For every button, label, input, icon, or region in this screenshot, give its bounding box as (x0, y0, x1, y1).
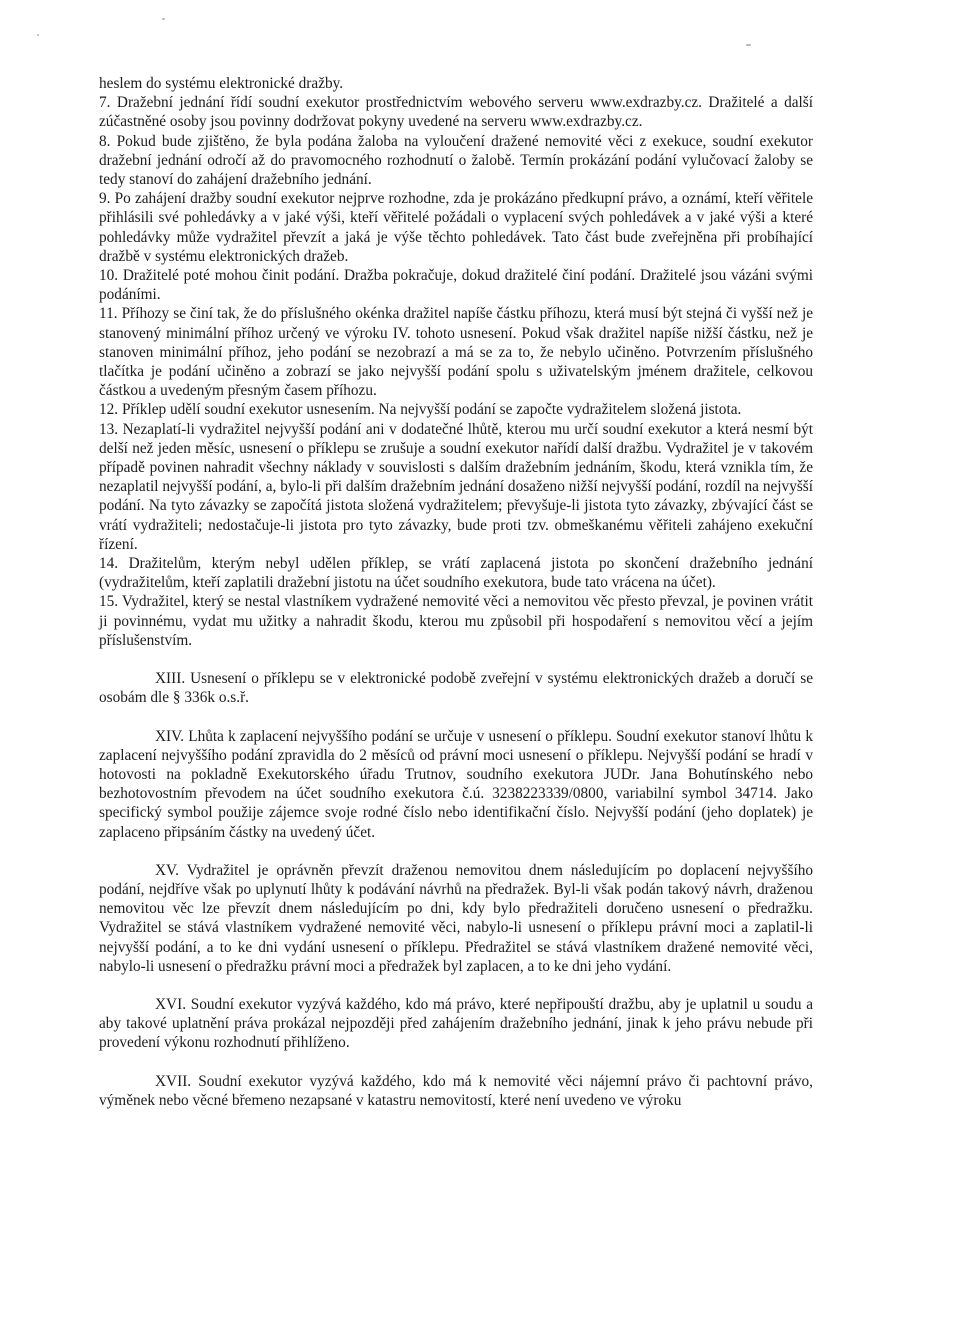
section-xvi: XVI. Soudní exekutor vyzývá každého, kdo má právo, které nepřipouští dražbu, aby je uplatnil u soudu a aby takové uplatnění práva prokázal nejpozději před zahájením dražebního jednání, jinak k jeho právu nebude při provedení výkonu rozhodnutí přihlíženo. (99, 995, 813, 1052)
section-xvii: XVII. Soudní exekutor vyzývá každého, kdo má k nemovité věci nájemní právo či pachtovní právo, výměnek nebo věcné břemeno nezapsané v katastru nemovitostí, které není uvedeno ve výroku (99, 1072, 813, 1109)
scan-speck (746, 44, 751, 46)
paragraph-item-15: 15. Vydražitel, který se nestal vlastníkem vydražené nemovité věci a nemovitou věc přesto převzal, je povinen vrátit ji povinnému, vydat mu užitky a nahradit škodu, kterou mu způsobil při hospodaření s nemovitou věcí a jejím příslušenstvím. (99, 593, 813, 649)
section-xiv: XIV. Lhůta k zaplacení nejvyššího podání se určuje v usnesení o příklepu. Soudní exekutor stanoví lhůtu k zaplacení nejvyššího podání zpravidla do 2 měsíců od právní moci usnesení o příklepu. Nejvyšší podání se hradí v hotovosti na pokladně Exekutorského úřadu Trutnov, soudního exekutora JUDr. Jana Bohutínského nebo bezhotovostním převodem na účet soudního exekutora č.ú. 3238223339/0800, variabilní symbol 34714. Jako specifický symbol použije zájemce svoje rodné číslo nebo identifikační číslo. Nejvyšší podání (jeho doplatek) je zaplaceno připsáním částky na uvedený účet. (99, 727, 813, 841)
section-xv: XV. Vydražitel je oprávněn převzít draženou nemovitou dnem následujícím po doplacení nejvyššího podání, nejdříve však po uplynutí lhůty k podávání návrhů na předražek. Byl-li však podán takový návrh, draženou nemovitou věc lze převzít dnem následujícím po dni, kdy bylo předražiteli doručeno usnesení o předražku. Vydražitel se stává vlastníkem vydražené nemovité věci, nabylo-li usnesení o příklepu právní moci a zaplatil-li nejvyšší podání, a to ke dni vydání usnesení o příklepu. Předražitel se stává vlastníkem dražené nemovité věci, nabylo-li usnesení o předražku právní moci a předražek byl zaplacen, a to ke dni jeho vydání. (99, 861, 813, 975)
section-xiii: XIII. Usnesení o příklepu se v elektronické podobě zveřejní v systému elektronických dražeb a doručí se osobám dle § 336k o.s.ř. (99, 670, 813, 707)
paragraph-item-10: 10. Dražitelé poté mohou činit podání. Dražba pokračuje, dokud dražitelé činí podání. Dražitelé jsou vázáni svými podáními. (99, 267, 813, 304)
paragraph-item-14: 14. Dražitelům, kterým nebyl udělen příklep, se vrátí zaplacená jistota po skončení dražebního jednání (vydražitelům, kteří zaplatili dražební jistotu na účet soudního exekutora, bude tato vrácena na účet). (99, 555, 813, 592)
document-page (99, 74, 813, 1110)
paragraph-item-12: 12. Příklep udělí soudní exekutor usnesením. Na nejvyšší podání se započte vydražitelem složená jistota. (99, 401, 742, 419)
paragraph-item-8: 8. Pokud bude zjištěno, že byla podána žaloba na vyloučení dražené nemovité věci z exekuce, soudní exekutor dražební jednání odročí až do pravomocného rozhodnutí o žalobě. Termín prokázání podání vylučovací žaloby se tedy stanoví do zahájení dražebního jednání. (99, 132, 813, 189)
paragraph-continuation: heslem do systému elektronické dražby. (99, 75, 344, 92)
scan-speck (162, 18, 165, 20)
paragraph-item-11: 11. Příhozy se činí tak, že do příslušného okénka dražitel napíše částku příhozu, která musí být stejná či vyšší než je stanovený minimální příhoz určený ve výroku IV. tohoto usnesení. Pokud však dražitel napíše nižší částku, než je stanoven minimální příhoz, jeho podání se nezobrazí a má se za to, že nebylo učiněno. Potvrzením příslušného tlačítka je podání učiněno a zobrazí se jako nejvyšší podání spolu s uživatelským jménem dražitele, celkovou částkou a uvedeným přesným časem příhozu. (99, 305, 813, 400)
paragraph-item-9: 9. Po zahájení dražby soudní exekutor nejprve rozhodne, zda je prokázáno předkupní právo, a oznámí, kteří věřitele přihlásili své pohledávky a v jaké výši, kteří věřitelé požádali o vyplacení svých pohledávek a v jaké výši a které pohledávky může vydražitel převzít a jaká je výše těchto pohledávek. Tato část bude zveřejněna při probíhající dražbě v systému elektronických dražeb. (99, 190, 813, 265)
scan-speck (37, 34, 39, 36)
paragraph-item-13: 13. Nezaplatí-li vydražitel nejvyšší podání ani v dodatečné lhůtě, kterou mu určí soudní exekutor a která nesmí být delší než jeden měsíc, usnesení o příklepu se zrušuje a soudní exekutor nařídí další dražbu. Vydražitel je v takovém případě povinen nahradit všechny náklady v souvislosti s dalším dražebním jednáním, škodu, která vznikla tím, že nezaplatil nejvyšší podání, a, bylo-li při dalším dražebním jednání dosaženo nižší nejvyšší podání, rozdíl na nejvyšší podání. Na tyto závazky se započítá jistota složená vydražitelem; převyšuje-li jistota tyto závazky, zbývající část se vrátí vydražiteli; nedostačuje-li jistota pro tyto závazky, bude proti tzv. obmeškanému věřiteli zahájeno exekuční řízení. (99, 420, 813, 553)
paragraph-item-7: 7. Dražební jednání řídí soudní exekutor prostřednictvím webového serveru www.exdrazby.cz. Dražitelé a další zúčastněné osoby jsou povinny dodržovat pokyny uvedené na serveru www.exdrazby.cz. (99, 94, 813, 131)
